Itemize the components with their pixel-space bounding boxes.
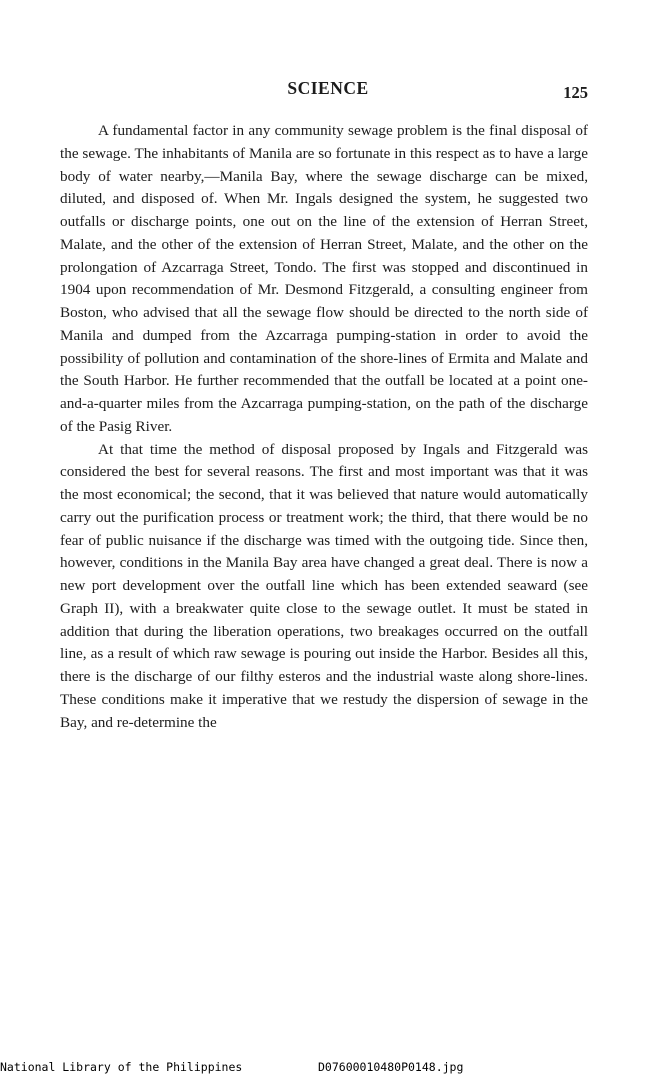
footer-library-name: National Library of the Philippines	[0, 1060, 243, 1074]
scan-footer	[0, 1060, 648, 1076]
paragraph-disposal-method: At that time the method of disposal proposed by Ingals and Fitzgerald was considered the best for several reasons. The first and most important was that it was the most economical; the second, that it was believed that nature would automatically carry out the purification process or treatment work; the third, that there would be no fear of public nuisance if the discharge was timed with the outgoing tide. Since then, however, conditions in the Manila Bay area have changed a great deal. There is now a new port development over the outfall line which has been extended seaward (see Graph II), with a breakwater quite close to the sewage outlet. It must be stated in addition that during the liberation operations, two breakages occurred on the outfall line, as a result of which raw sewage is pouring out inside the Harbor. Besides all this, there is the discharge of our filthy esteros and the industrial waste along shore-lines. These conditions make it imperative that we restudy the dispersion of sewage in the Bay, and re-determine the	[60, 440, 588, 731]
paragraph-final-disposal: A fundamental factor in any community sewage problem is the final disposal of the sewage. The inhabitants of Manila are so fortunate in this respect as to have a large body of water nearby,—Manila Bay, where the sewage discharge can be mixed, diluted, and disposed of. When Mr. Ingals designed the system, he suggested two outfalls or discharge points, one out on the line of the extension of Herran Street, Malate, and the other of the extension of Herran Street, Malate, and the other on the prolongation of Azcarraga Street, Tondo. The first was stopped and discontinued in 1904 upon recommendation of Mr. Desmond Fitzgerald, a consulting engineer from Boston, who advised that all the sewage flow should be directed to the north side of Manila and dumped from the Azcarraga pumping-station in order to avoid the possibility of pollution and contamination of the shore-lines of Ermita and Malate and the South Harbor. He further recommended that the outfall be located at a point one-and-a-quarter miles from the Azcarraga pumping-station, on the path of the discharge of the Pasig River.	[60, 122, 588, 435]
footer-file-name: D07600010480P0148.jpg	[318, 1060, 464, 1074]
body-text	[60, 120, 588, 734]
running-head: SCIENCE	[287, 78, 369, 98]
page-header	[0, 78, 648, 102]
page-number: 125	[563, 83, 588, 102]
